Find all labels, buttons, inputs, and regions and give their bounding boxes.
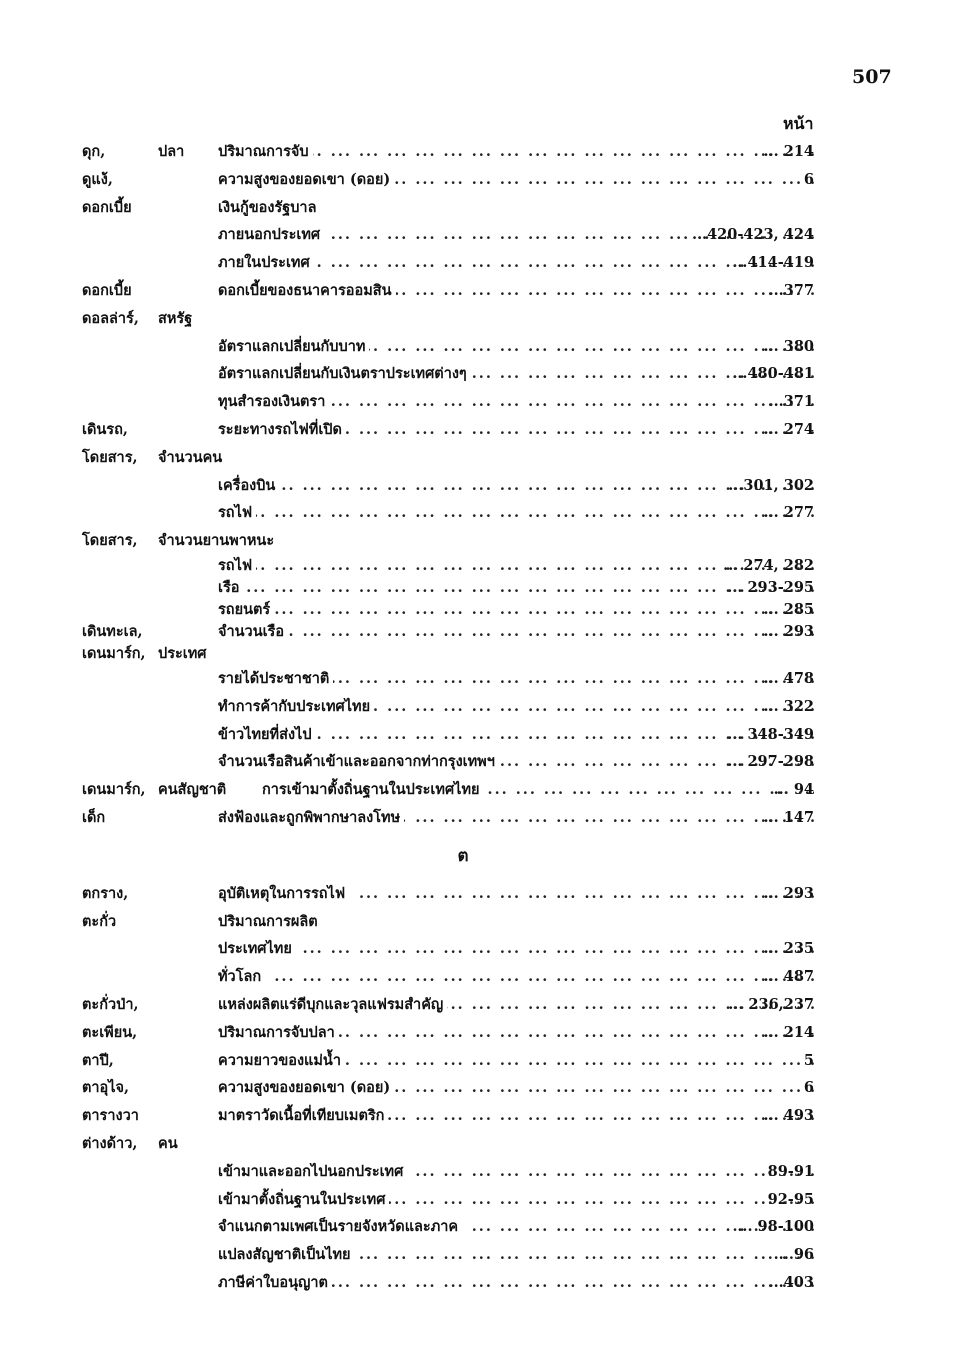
index-entry bbox=[0, 277, 966, 305]
entry-subject-text: จำนวนเรือสินค้าเข้าและออกจากท่ากรุงเทพฯ bbox=[218, 753, 499, 770]
entry-page-ref: ... 297-298 bbox=[724, 748, 814, 776]
entry-subject-text: รถไฟ bbox=[218, 504, 256, 521]
entry-subject bbox=[218, 360, 814, 388]
entry-subject-text: ปริมาณการจับ bbox=[218, 143, 313, 160]
entry-subject bbox=[262, 776, 814, 804]
entry-term: เด็ก bbox=[82, 808, 106, 826]
index-entry bbox=[0, 1130, 966, 1158]
entry-subject bbox=[218, 166, 814, 194]
entry-subject bbox=[218, 499, 814, 527]
index-entry bbox=[0, 166, 966, 194]
entry-page-ref: ... 478 bbox=[761, 665, 814, 693]
index-entry bbox=[0, 472, 966, 500]
entry-page-ref: ...420-423, 424 bbox=[689, 221, 814, 249]
entry-page-ref: 89-91 bbox=[765, 1158, 814, 1186]
entry-page-ref: ... 98-100 bbox=[734, 1213, 814, 1241]
entry-subject-text: การเข้ามาตั้งถิ่นฐานในประเทศไทย bbox=[262, 781, 484, 798]
entry-subject bbox=[218, 555, 814, 577]
index-entry bbox=[0, 804, 966, 832]
entry-subject-text: ทั่วโลก bbox=[218, 968, 265, 985]
index-entry bbox=[0, 643, 966, 665]
entry-subject-text: จำแนกตามเพศเป็นรายจังหวัดและภาค bbox=[218, 1218, 462, 1235]
entry-subject-text: ภายในประเทศ bbox=[218, 254, 314, 271]
entry-subject-text: เงินกู้ของรัฐบาล bbox=[218, 199, 320, 216]
entry-page-ref: ...377 bbox=[766, 277, 814, 305]
entry-subject-text: รถไฟ bbox=[218, 557, 256, 574]
entry-subject-text: เข้ามาและออกไปนอกประเทศ bbox=[218, 1163, 407, 1180]
entry-page-ref: ... 348-349 bbox=[724, 721, 814, 749]
entry-page-ref: ... 487 bbox=[761, 963, 814, 991]
entry-term: ตารางวา bbox=[82, 1107, 139, 1125]
entry-qualifier: จำนวนคน bbox=[158, 448, 223, 466]
entry-subject bbox=[218, 991, 814, 1019]
index-entry bbox=[0, 748, 966, 776]
index-entry bbox=[0, 1102, 966, 1130]
entry-page-ref: ...301, 302 bbox=[725, 472, 814, 500]
index-entry bbox=[0, 305, 966, 333]
entry-subject bbox=[218, 1047, 814, 1075]
entry-qualifier: จำนวนยานพาหนะ bbox=[158, 532, 275, 550]
entry-page-ref: ... 493 bbox=[761, 1102, 814, 1130]
entry-subject bbox=[218, 1074, 814, 1102]
entry-page-ref: ... 274, 282 bbox=[720, 555, 814, 577]
entry-page-ref: ... 214 bbox=[761, 1019, 814, 1047]
index-entry bbox=[0, 416, 966, 444]
section-letter: ต bbox=[457, 845, 469, 866]
index-entry bbox=[0, 693, 966, 721]
entry-subject bbox=[218, 416, 814, 444]
entry-subject bbox=[218, 1241, 814, 1269]
entry-subject-text: ปริมาณการจับปลา bbox=[218, 1024, 339, 1041]
entry-subject-text: เรือ bbox=[218, 579, 243, 596]
entry-term: เดินทะเล, bbox=[82, 622, 143, 640]
entry-page-ref: ... 236,237 bbox=[725, 991, 814, 1019]
entry-subject-text: มาตราวัดเนื้อที่เทียบเมตริก bbox=[218, 1107, 388, 1124]
entry-page-ref: ...414-419 bbox=[729, 249, 814, 277]
entry-page-ref: ... 94 bbox=[771, 776, 814, 804]
entry-subject-text: ภายนอกประเทศ bbox=[218, 226, 324, 243]
entry-subject-text: ดอกเบี้ยของธนาคารออมสิน bbox=[218, 282, 396, 299]
entry-page-ref: ... 274 bbox=[761, 416, 814, 444]
entry-term: ตะกั่วป่า, bbox=[82, 995, 139, 1013]
entry-qualifier: ประเทศ bbox=[158, 644, 207, 662]
index-entry bbox=[0, 991, 966, 1019]
entry-subject bbox=[218, 333, 814, 361]
entry-subject bbox=[218, 1269, 814, 1297]
index-entry bbox=[0, 1213, 966, 1241]
entry-subject bbox=[218, 1213, 814, 1241]
entry-subject bbox=[218, 935, 814, 963]
entry-subject-text: ประเทศไทย bbox=[218, 940, 296, 957]
entry-subject-text: ภาษีค่าใบอนุญาต bbox=[218, 1274, 332, 1291]
entry-subject-text: อัตราแลกเปลี่ยนกับเงินตราประเทศต่างๆ bbox=[218, 365, 471, 382]
index-entry bbox=[0, 444, 966, 472]
entry-term: ดอกเบี้ย bbox=[82, 198, 132, 216]
entry-page-ref: ... 235 bbox=[761, 935, 814, 963]
entry-subject bbox=[218, 1102, 814, 1130]
entry-subject-text: ข้าวไทยที่ส่งไป bbox=[218, 726, 316, 743]
index-entry bbox=[0, 1019, 966, 1047]
index-entry bbox=[0, 721, 966, 749]
index-entry bbox=[0, 1074, 966, 1102]
entry-subject-text: เครื่องบิน bbox=[218, 477, 279, 494]
entry-subject-text: ความสูงของยอดเขา (ดอย) bbox=[218, 171, 394, 188]
entry-subject-text: ปริมาณการผลิต bbox=[218, 913, 322, 930]
index-entry bbox=[0, 388, 966, 416]
entry-subject-text: แปลงสัญชาติเป็นไทย bbox=[218, 1246, 355, 1263]
entry-subject-text: ทำการค้ากับประเทศไทย bbox=[218, 698, 374, 715]
entry-qualifier: สหรัฐ bbox=[158, 309, 193, 327]
entry-term: ตะกั่ว bbox=[82, 912, 117, 930]
entry-page-ref: ...480-481 bbox=[729, 360, 814, 388]
entry-subject bbox=[218, 665, 814, 693]
index-entry bbox=[0, 360, 966, 388]
index-entry bbox=[0, 555, 966, 577]
index-entry bbox=[0, 577, 966, 599]
entry-term: ดูแง้, bbox=[82, 170, 113, 188]
index-entry bbox=[0, 221, 966, 249]
index-entry bbox=[0, 1241, 966, 1269]
entry-subject bbox=[218, 908, 814, 936]
entry-subject bbox=[218, 748, 814, 776]
index-entry bbox=[0, 621, 966, 643]
entry-subject bbox=[218, 963, 814, 991]
entry-subject-text: รถยนตร์ bbox=[218, 601, 274, 618]
entry-subject bbox=[218, 1158, 814, 1186]
entry-subject-text: อุบัติเหตุในการรถไฟ bbox=[218, 885, 349, 902]
entry-subject-text: ส่งฟ้องและถูกพิพากษาลงโทษ bbox=[218, 809, 404, 826]
index-entry bbox=[0, 776, 966, 804]
entry-subject bbox=[218, 138, 814, 166]
entry-subject-text: เข้ามาตั้งถิ่นฐานในประเทศ bbox=[218, 1191, 389, 1208]
index-entry bbox=[0, 1158, 966, 1186]
entry-page-ref: 5 bbox=[801, 1047, 814, 1075]
entry-term: เดินรถ, bbox=[82, 420, 128, 438]
index-entry bbox=[0, 1269, 966, 1297]
entry-subject-text: ระยะทางรถไฟที่เปิด bbox=[218, 421, 346, 438]
entry-page-ref: ... 214 bbox=[761, 138, 814, 166]
entry-term: ตะเพียน, bbox=[82, 1023, 138, 1041]
entry-subject-text: ทุนสำรองเงินตรา bbox=[218, 393, 329, 410]
entry-subject bbox=[218, 249, 814, 277]
entry-page-ref: ... 147 bbox=[761, 804, 814, 832]
entry-subject bbox=[218, 221, 814, 249]
entry-term: ดอกเบี้ย bbox=[82, 281, 132, 299]
entry-subject-text: จำนวนเรือ bbox=[218, 623, 288, 640]
entry-subject-text: ความสูงของยอดเขา (ดอย) bbox=[218, 1079, 394, 1096]
entry-qualifier: คน bbox=[158, 1134, 178, 1152]
index-entry bbox=[0, 333, 966, 361]
entry-term: ตกราง, bbox=[82, 884, 129, 902]
entry-term: ตาปี, bbox=[82, 1051, 114, 1069]
entry-term: โดยสาร, bbox=[82, 532, 138, 550]
entry-subject bbox=[218, 599, 814, 621]
entry-page-ref: 92-95 bbox=[765, 1186, 814, 1214]
index-entry bbox=[0, 665, 966, 693]
entry-page-ref: ... 96 bbox=[771, 1241, 814, 1269]
entry-page-ref: ... 322 bbox=[761, 693, 814, 721]
entry-subject bbox=[218, 577, 814, 599]
index-entry bbox=[0, 599, 966, 621]
entry-subject bbox=[218, 804, 814, 832]
entry-subject-text: รายได้ประชาชาติ bbox=[218, 670, 333, 687]
page-column-label: หน้า bbox=[783, 114, 814, 133]
entry-page-ref: ... 293-295 bbox=[724, 577, 814, 599]
entry-page-ref: ... 293 bbox=[761, 880, 814, 908]
entry-qualifier: คนสัญชาติ bbox=[158, 781, 227, 799]
index-entry bbox=[0, 908, 966, 936]
index-entry bbox=[0, 527, 966, 555]
index-entry bbox=[0, 1047, 966, 1075]
entry-subject-text: อัตราแลกเปลี่ยนกับบาท bbox=[218, 338, 369, 355]
index-entry bbox=[0, 963, 966, 991]
entry-subject bbox=[218, 388, 814, 416]
entry-term: เดนมาร์ก, bbox=[82, 644, 146, 662]
index-entry bbox=[0, 138, 966, 166]
entry-page-ref: ... 380 bbox=[761, 333, 814, 361]
entry-term: ตาอุไจ, bbox=[82, 1079, 130, 1097]
entry-subject-text: แหล่งผลิตแร่ดีบุกและวุลแฟรมสำคัญ bbox=[218, 996, 447, 1013]
index-list bbox=[0, 138, 966, 1297]
entry-qualifier: ปลา bbox=[158, 143, 185, 160]
entry-subject bbox=[218, 1019, 814, 1047]
entry-page-ref: ...403 bbox=[766, 1269, 814, 1297]
index-entry bbox=[0, 499, 966, 527]
entry-subject bbox=[218, 880, 814, 908]
entry-page-ref: ...371 bbox=[766, 388, 814, 416]
entry-term: ต่างด้าว, bbox=[82, 1134, 138, 1152]
index-entry bbox=[0, 194, 966, 222]
entry-subject bbox=[218, 472, 814, 500]
index-entry bbox=[0, 880, 966, 908]
entry-term: ดอลล่าร์, bbox=[82, 309, 139, 327]
entry-subject bbox=[218, 277, 814, 305]
entry-subject-text: ความยาวของแม่น้ำ bbox=[218, 1052, 345, 1069]
entry-subject bbox=[218, 693, 814, 721]
index-entry bbox=[0, 935, 966, 963]
index-entry bbox=[0, 1186, 966, 1214]
entry-page-ref: 6 bbox=[801, 1074, 814, 1102]
entry-subject bbox=[218, 621, 814, 643]
entry-term: โดยสาร, bbox=[82, 448, 138, 466]
page-number: 507 bbox=[852, 66, 892, 88]
index-entry bbox=[0, 249, 966, 277]
entry-page-ref: 6 bbox=[801, 166, 814, 194]
entry-page-ref: ... 285 bbox=[761, 599, 814, 621]
entry-page-ref: ... 293 bbox=[761, 621, 814, 643]
entry-term: เดนมาร์ก, bbox=[82, 781, 146, 799]
entry-subject bbox=[218, 721, 814, 749]
entry-page-ref: ... 277 bbox=[761, 499, 814, 527]
entry-subject bbox=[218, 1186, 814, 1214]
entry-subject bbox=[218, 194, 814, 222]
entry-term: ดุก, bbox=[82, 143, 106, 160]
